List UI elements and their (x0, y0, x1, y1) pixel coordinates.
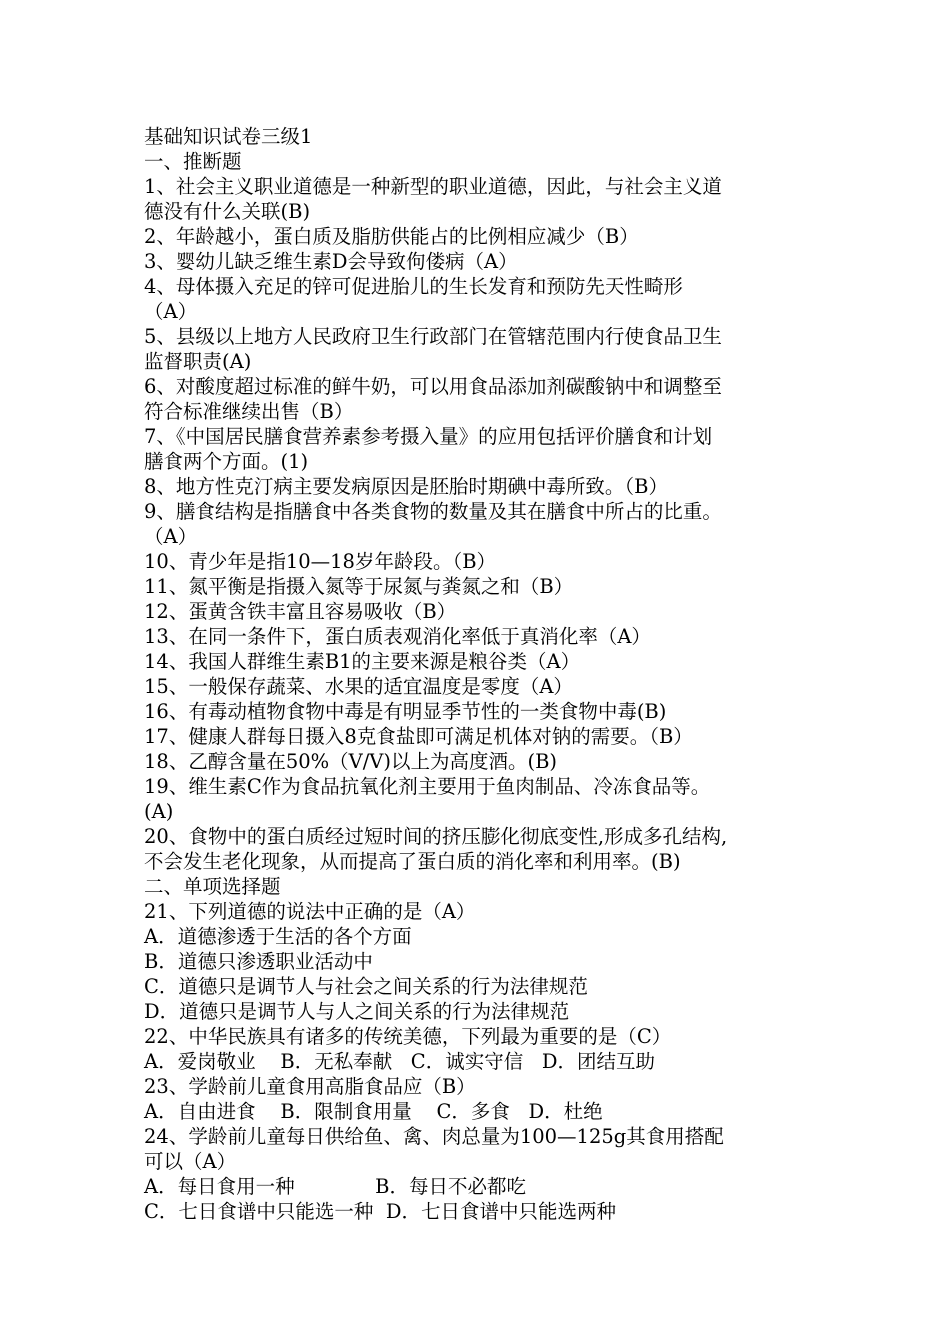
question-line: 14、我国人群维生素B1的主要来源是粮谷类（A） (144, 650, 581, 673)
option-line: C．七日食谱中只能选一种 D．七日食谱中只能选两种 (144, 1200, 616, 1223)
document-page (144, 124, 812, 1224)
question-line: （A） (144, 300, 198, 323)
question-line: 德没有什么关联(B) (144, 200, 311, 223)
section-heading-judgement: 一、推断题 (144, 150, 242, 173)
question-line: 6、对酸度超过标准的鲜牛奶，可以用食品添加剂碳酸钠中和调整至 (144, 375, 722, 398)
question-line: 7、《中国居民膳食营养素参考摄入量》的应用包括评价膳食和计划 (144, 425, 713, 448)
question-line: 符合标准继续出售（B） (144, 400, 354, 423)
question-line: 12、蛋黄含铁丰富且容易吸收（B） (144, 600, 457, 623)
question-line: 23、学龄前儿童食用高脂食品应（B） (144, 1075, 476, 1098)
question-line: 可以（A） (144, 1150, 237, 1173)
question-line: 3、婴幼儿缺乏维生素D会导致佝偻病（A） (144, 250, 518, 273)
question-line: 10、青少年是指10—18岁年龄段。（B） (144, 550, 497, 573)
question-line: (A) (144, 800, 174, 823)
question-line: 5、县级以上地方人民政府卫生行政部门在管辖范围内行使食品卫生 (144, 325, 722, 348)
question-line: 21、下列道德的说法中正确的是（A） (144, 900, 476, 923)
question-line: 不会发生老化现象，从而提高了蛋白质的消化率和利用率。(B) (144, 850, 681, 873)
option-line: A．爱岗敬业 B．无私奉献 C．诚实守信 D．团结互助 (144, 1050, 655, 1073)
question-line: 16、有毒动植物食物中毒是有明显季节性的一类食物中毒(B) (144, 700, 667, 723)
question-line: 监督职责(A) (144, 350, 252, 373)
question-line: 8、地方性克汀病主要发病原因是胚胎时期碘中毒所致。（B） (144, 475, 668, 498)
question-line: 24、学龄前儿童每日供给鱼、禽、肉总量为100—125g其食用搭配 (144, 1125, 724, 1148)
question-line: 9、膳食结构是指膳食中各类食物的数量及其在膳食中所占的比重。 (144, 500, 722, 523)
question-line: 4、母体摄入充足的锌可促进胎儿的生长发育和预防先天性畸形 (144, 275, 683, 298)
question-line: 19、维生素C作为食品抗氧化剂主要用于鱼肉制品、冷冻食品等。 (144, 775, 711, 798)
question-line: 18、乙醇含量在50%（V/V)以上为高度酒。(B) (144, 750, 558, 773)
question-line: 2、年龄越小，蛋白质及脂肪供能占的比例相应减少（B） (144, 225, 639, 248)
question-line: 膳食两个方面。(1) (144, 450, 309, 473)
option-line: D．道德只是调节人与人之间关系的行为法律规范 (144, 1000, 570, 1023)
document-title: 基础知识试卷三级1 (144, 125, 313, 148)
question-line: 15、一般保存蔬菜、水果的适宜温度是零度（A） (144, 675, 573, 698)
option-line: A．每日食用一种 B．每日不必都吃 (144, 1175, 526, 1198)
question-line: （A） (144, 525, 198, 548)
question-line: 13、在同一条件下，蛋白质表观消化率低于真消化率（A） (144, 625, 651, 648)
question-line: 17、健康人群每日摄入8克食盐即可满足机体对钠的需要。（B） (144, 725, 693, 748)
option-line: A．自由进食 B．限制食用量 C．多食 D．杜绝 (144, 1100, 603, 1123)
option-line: B．道德只渗透职业活动中 (144, 950, 373, 973)
option-line: C．道德只是调节人与社会之间关系的行为法律规范 (144, 975, 588, 998)
section-heading-single-choice: 二、单项选择题 (144, 875, 281, 898)
question-line: 1、社会主义职业道德是一种新型的职业道德，因此，与社会主义道 (144, 175, 722, 198)
question-line: 22、中华民族具有诸多的传统美德，下列最为重要的是（C） (144, 1025, 672, 1048)
option-line: A．道德渗透于生活的各个方面 (144, 925, 412, 948)
question-line: 11、氮平衡是指摄入氮等于尿氮与粪氮之和（B） (144, 575, 574, 598)
question-line: 20、食物中的蛋白质经过短时间的挤压膨化彻底变性,形成多孔结构, (144, 825, 728, 848)
